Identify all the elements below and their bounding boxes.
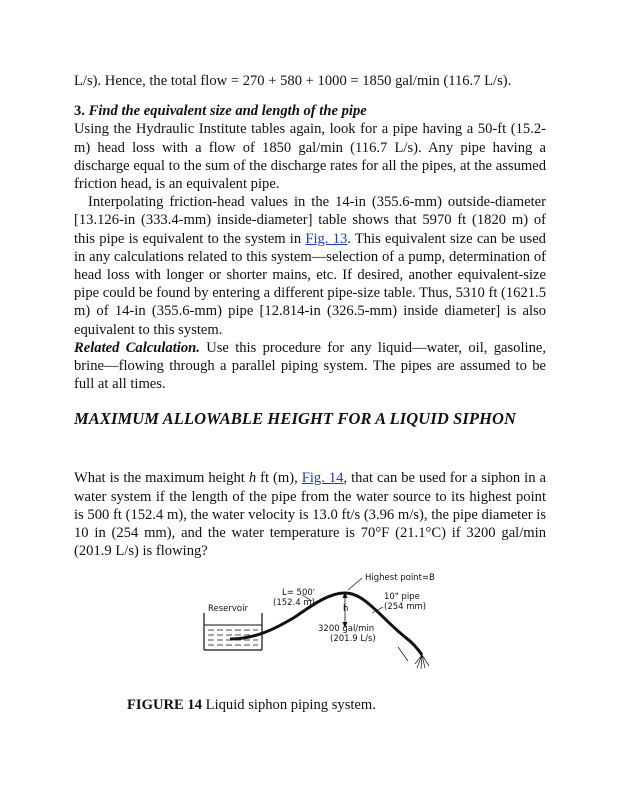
fig-13-link[interactable]: Fig. 13 [305,230,348,247]
problem-paragraph [74,469,546,560]
highest-point-label: Highest point=B [365,573,435,583]
flow-label: 3200 gal/min [318,624,375,634]
para2-text-a: Interpolating friction-head values in the 14-in (355.6-mm) outside-diameter [13.126-in (333.4-mm) inside-diameter] table shows that 5970 ft (1820 m) of this pipe is equivalent to the system in [74,194,546,247]
reservoir-tank [204,613,262,650]
caption-text: Liquid siphon piping system. [202,697,376,713]
problem-var-h: h [248,470,257,487]
siphon-figure [200,565,440,690]
intro-paragraph: L/s). Hence, the total flow = 270 + 580 + 1000 = 1850 gal/min (116.7 L/s). [74,73,512,89]
pipe-size-label: 10" pipe [384,592,420,602]
problem-text-c: , that can be used for a siphon in a water system if the length of the pipe from the water source to its highest point is 500 ft (152.4 m), the water velocity is 13.0 ft/s (3.96 m/s), the pipe diameter is 10 in (254 mm), and the water temperature is 70°F (21.1°C) if 3200 gal/min (201.9 L/s) is flowing? [74,470,546,560]
caption-label: FIGURE 14 [127,697,202,713]
related-text: Use this procedure for any liquid—water, oil, gasoline, brine—flowing through a parallel piping system. The pipes are assumed to be full at all times. [74,339,546,393]
step-3-paragraph-2 [74,193,546,339]
fig-14-link[interactable]: Fig. 14 [301,470,344,487]
section-heading: MAXIMUM ALLOWABLE HEIGHT FOR A LIQUID SIPHON [74,409,517,429]
related-label: Related Calculation. [74,339,200,356]
document-body [74,72,546,560]
related-calculation-paragraph [74,339,546,394]
flow-metric-label: (201.9 L/s) [330,634,376,644]
step-title: Find the equivalent size and length of the pipe [88,103,367,120]
problem-text-a: What is the maximum height [74,470,249,487]
step-number: 3. [74,103,85,120]
problem-text-b: ft (m), [256,470,302,487]
reservoir-label: Reservoir [208,604,248,614]
length-label: L= 500' [282,588,316,598]
step-3-heading [74,102,546,120]
para2-text-b: . This equivalent size can be used in any calculations related to this system—selection of a pump, determination of head loss with longer or shorter mains, etc. If desired, another equivalent-size pipe could be found by entering a different pipe-size table. Thus, 5310 ft (1621.5 m) of 14-in (355.6-mm) pipe [12.814-in (326.5-mm) inside diameter] is also equivalent to this system. [74,230,547,338]
step-3-paragraph-1: Using the Hydraulic Institute tables again, look for a pipe having a 50-ft (15.2-m) head loss with a flow of 1850 gal/min (116.7 L/s). Any pipe having a discharge equal to the sum of the discharge rates for all the pipes, at the assumed friction head, is an equivalent pipe. [74,121,546,193]
height-label: h [343,604,349,614]
pipe-size-metric-label: (254 mm) [384,602,427,612]
length-metric-label: (152.4 m) [273,598,315,608]
water-spray [415,655,429,669]
figure-caption [127,697,376,714]
